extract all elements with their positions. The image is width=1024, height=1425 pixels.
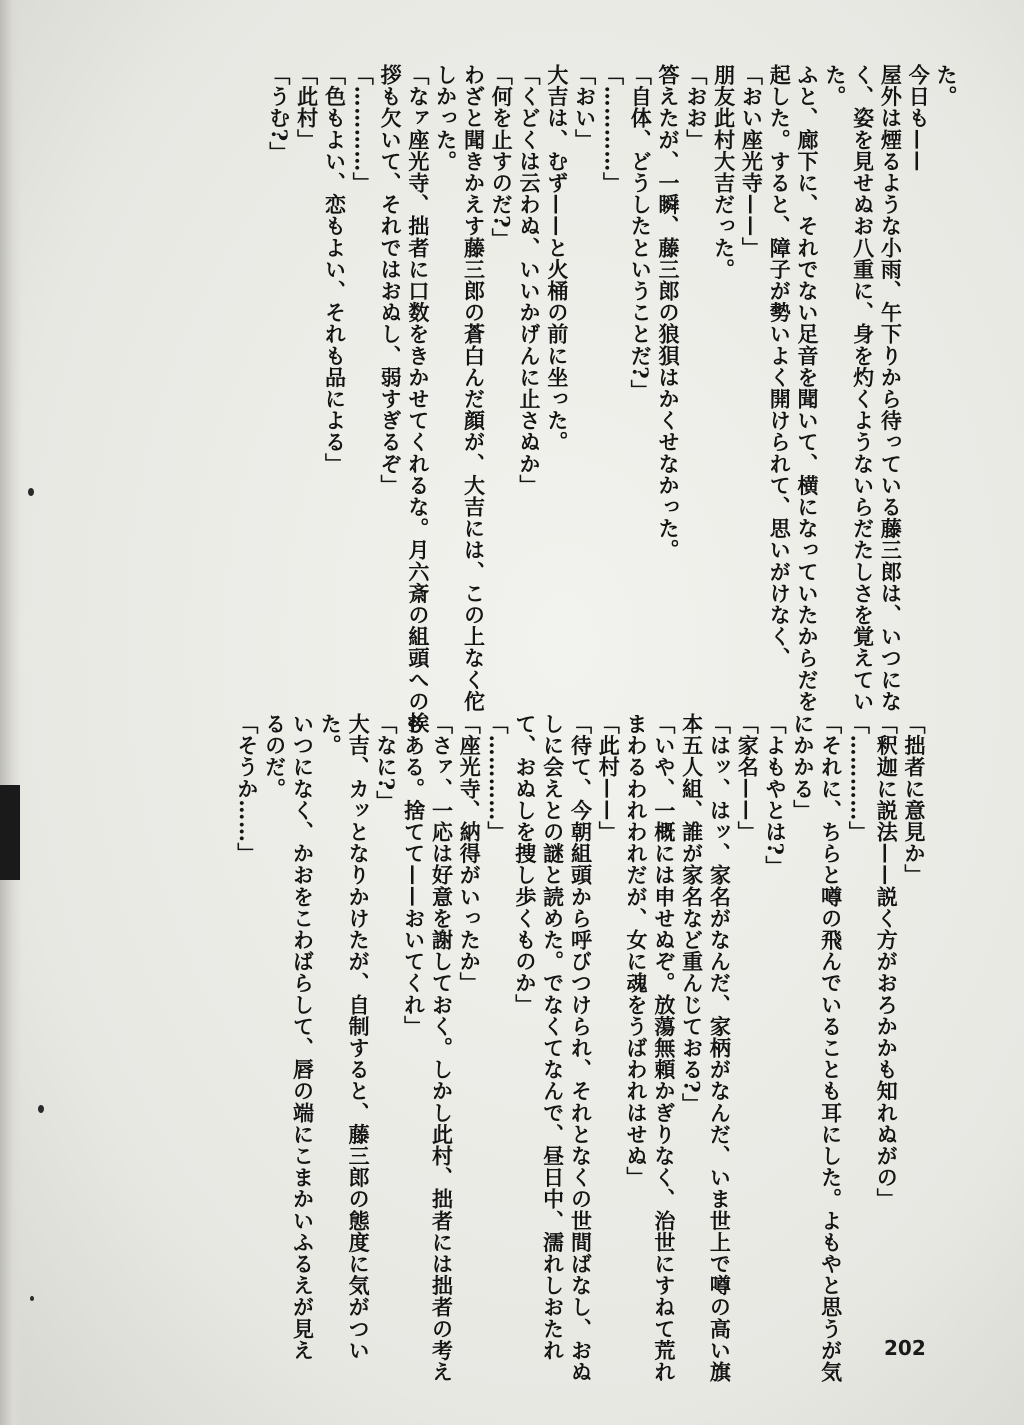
text-line: 「いや、一概には申せぬぞ。放蕩無頼かぎりなく、治世にすねて荒れ <box>651 713 677 1383</box>
text-line: 「さァ、一応は好意を謝しておく。しかし此村、拙者には拙者の考え <box>429 713 455 1383</box>
text-line: 「待て、今朝組頭から呼びつけられ、それとなくの世間ばなし、おぬ <box>568 713 594 1383</box>
page-edge-shadow <box>0 0 22 1425</box>
text-line: た。 <box>822 64 848 108</box>
text-line: て、おぬしを捜し歩くものか」 <box>512 713 538 1016</box>
page-number: 202 <box>884 1336 926 1360</box>
text-line: るのだ。 <box>262 713 288 800</box>
text-line: 本五人組、誰が家名など重んじておる?」 <box>679 713 705 1115</box>
text-line: わざと聞きかえす藤三郎の蒼白んだ顔が、大吉には、この上なく佗 <box>461 64 487 712</box>
text-line: 「おい座光寺——」 <box>739 64 765 259</box>
text-line: しかった。 <box>433 64 459 172</box>
text-line: 起した。すると、障子が勢いよく開けられて、思いがけなく、 <box>767 64 793 669</box>
text-line: た。 <box>934 64 959 108</box>
text-line: 「それに、ちらと噂の飛んでいることも耳にした。よもやと思うが気 <box>818 713 844 1383</box>
text-line: 「釈迦に説法——説く方がおろかかも知れぬがの」 <box>874 713 900 1210</box>
text-line: 「此村」 <box>294 64 320 151</box>
text-line: 「自体、どうしたということだ?」 <box>628 64 654 401</box>
text-line: 「座光寺、納得がいったか」 <box>457 713 483 994</box>
text-line: 「はッ、はッ、家名がなんだ、家柄がなんだ、いま世上で噂の高い旗 <box>707 713 733 1383</box>
ink-speck <box>30 1296 34 1301</box>
text-line: 「色もよい、恋もよい、それも品による」 <box>322 64 348 475</box>
text-line: まわるわれわれだが、女に魂をうばわれはせぬ」 <box>624 713 650 1189</box>
text-line: た。 <box>318 713 344 757</box>
text-line: もある。捨てて——おいてくれ」 <box>401 713 427 1037</box>
text-line: 「家名——」 <box>735 713 761 843</box>
text-line: 「よもやとは?」 <box>763 713 789 878</box>
text-line: しに会えとの謎と読めた。でなくてなんで、昼日中、濡れしおたれ <box>540 713 566 1361</box>
text-line: 「なァ座光寺、拙者に口数をきかせてくれるな。月六斎の組頭への挨 <box>405 64 431 734</box>
lower-text-block <box>233 713 928 1383</box>
text-line: 「…………」 <box>485 713 511 843</box>
text-line: 「此村——」 <box>596 713 622 843</box>
text-line: く、姿を見せぬお八重に、身を灼くようないらだたしさを覚えてい <box>850 64 876 712</box>
binding-mark <box>0 785 20 880</box>
text-line: 「…………」 <box>846 713 872 843</box>
text-line: 「なに?」 <box>373 713 399 813</box>
text-line: 「…………」 <box>600 64 626 194</box>
text-line: 大吉、カッとなりかけたが、自制すると、藤三郎の態度に気がつい <box>346 713 372 1361</box>
text-line: 拶も欠いて、それではおぬし、弱すぎるぞ」 <box>378 64 404 496</box>
text-line: 「拙者に意見か」 <box>902 713 927 886</box>
text-line: ふと、廊下に、それでない足音を聞いて、横になっていたからだを <box>795 64 821 712</box>
text-line: 答えたが、一瞬、藤三郎の狼狽はかくせなかった。 <box>656 64 682 561</box>
text-line: 「くどくは云わぬ、いいかげんに止さぬか」 <box>517 64 543 496</box>
upper-text-block <box>265 64 960 734</box>
text-line: 「おお」 <box>683 64 709 151</box>
text-line: にかかる」 <box>790 713 816 821</box>
text-line: 「…………」 <box>350 64 376 194</box>
text-line: いつになく、かおをこわばらして、唇の端にこまかいふるえが見え <box>290 713 316 1361</box>
ink-speck <box>28 488 34 496</box>
text-line: 「うむ?」 <box>266 64 292 164</box>
text-line: 屋外は煙るような小雨、午下りから待っている藤三郎は、いつにな <box>878 64 904 712</box>
text-line: 「おい」 <box>572 64 598 151</box>
ink-speck <box>38 1105 44 1113</box>
text-line: 朋友此村大吉だった。 <box>711 64 737 280</box>
text-line: 大吉は、むず——と火桶の前に坐った。 <box>544 64 570 453</box>
text-line: 「何を止すのだ?」 <box>489 64 515 250</box>
text-line: 「そうか……」 <box>234 713 260 865</box>
text-line: 今日も—— <box>906 64 932 172</box>
